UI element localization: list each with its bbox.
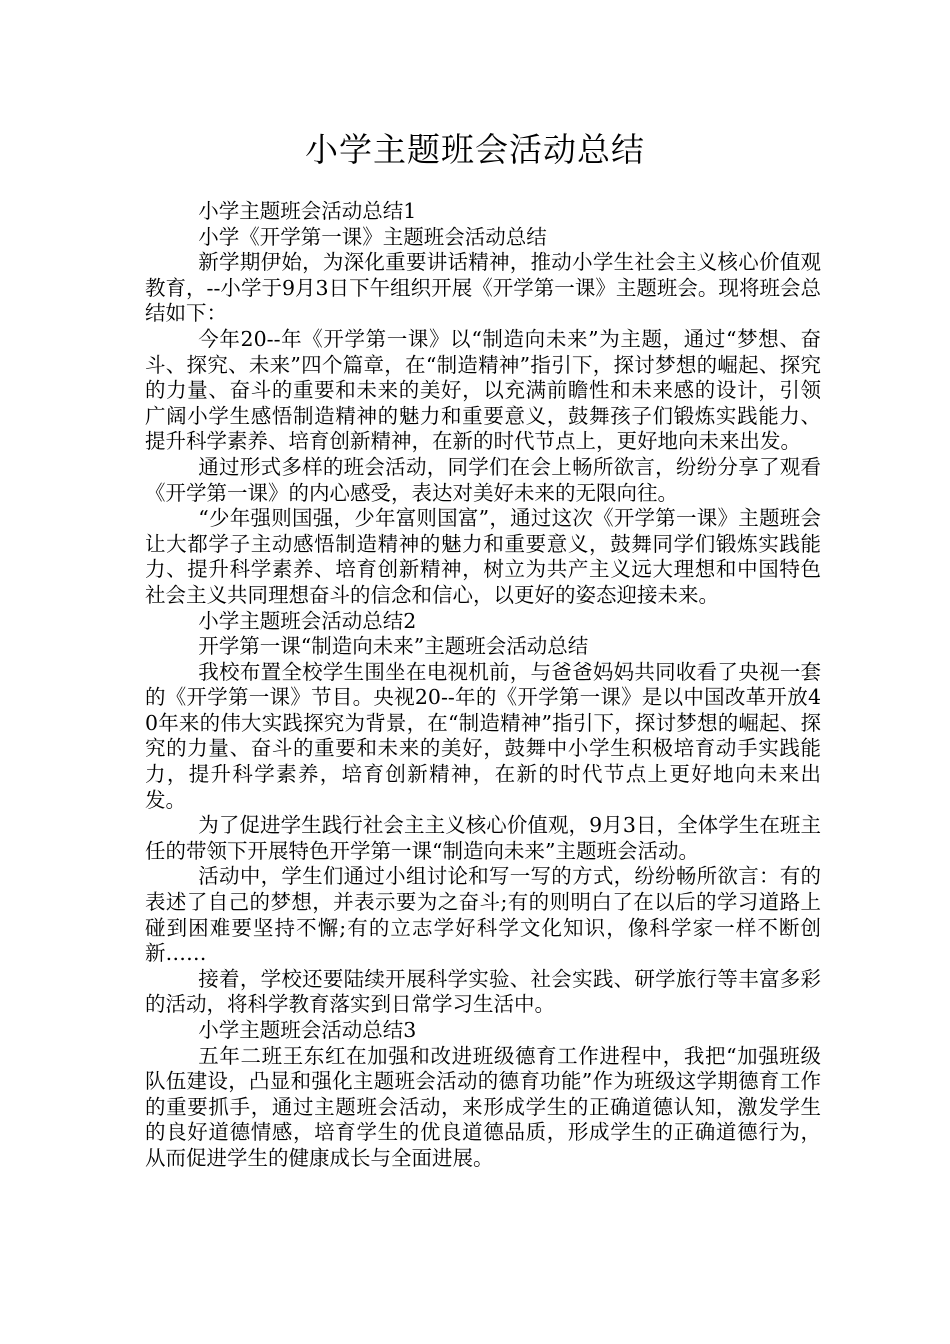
paragraph-heading-3: 小学主题班会活动总结3 [198,1018,417,1042]
paragraph: 我校布置全校学生围坐在电视机前，与爸爸妈妈共同收看了央视一套的《开学第一课》节目。央视20--年的《开学第一课》是以中国改革开放40年来的伟大实践探究为背景，在“制造精神”指引下，探讨梦想的崛起、探究的力量、奋斗的重要和未来的美好，鼓舞中小学生积极培育动手实践能力，提升科学素养，培育创新精神，在新的时代节点上更好地向未来出发。 [145,659,821,812]
paragraph: 通过形式多样的班会活动，同学们在会上畅所欲言，纷纷分享了观看《开学第一课》的内心感受，表达对美好未来的无限向往。 [145,454,821,505]
document-title: 小学主题班会活动总结 [305,130,645,169]
document-body [145,199,821,1172]
paragraph-subheading-2: 开学第一课“制造向未来”主题班会活动总结 [198,634,589,659]
paragraph-heading-2: 小学主题班会活动总结2 [198,608,417,633]
paragraph: 五年二班王东红在加强和改进班级德育工作进程中，我把“加强班级队伍建设，凸显和强化主题班会活动的德育功能”作为班级这学期德育工作的重要抓手，通过主题班会活动，来形成学生的正确道德认知，激发学生的良好道德情感，培育学生的优良道德品质，形成学生的正确道德行为，从而促进学生的健康成长与全面进展。 [145,1043,821,1170]
paragraph: 活动中，学生们通过小组讨论和写一写的方式，纷纷畅所欲言：有的表述了自己的梦想，并表示要为之奋斗;有的则明白了在以后的学习道路上碰到困难要坚持不懈;有的立志学好科学文化知识，像科学家一样不断创新…… [145,864,821,966]
paragraph: 新学期伊始，为深化重要讲话精神，推动小学生社会主义核心价值观教育，--小学于9月3日下午组织开展《开学第一课》主题班会。现将班会总结如下： [145,250,821,326]
paragraph: 接着，学校还要陆续开展科学实验、社会实践、研学旅行等丰富多彩的活动，将科学教育落实到日常学习生活中。 [145,966,821,1017]
paragraph: 今年20--年《开学第一课》以“制造向未来”为主题，通过“梦想、奋斗、探究、未来”四个篇章，在“制造精神”指引下，探讨梦想的崛起、探究的力量、奋斗的重要和未来的美好，以充满前瞻性和未来感的设计，引领广阔小学生感悟制造精神的魅力和重要意义，鼓舞孩子们锻炼实践能力、提升科学素养、培育创新精神，在新的时代节点上，更好地向未来出发。 [145,326,821,454]
paragraph: “少年强则国强，少年富则国富”，通过这次《开学第一课》主题班会让大都学子主动感悟制造精神的魅力和重要意义，鼓舞同学们锻炼实践能力、提升科学素养、培育创新精神，树立为共产主义远大理想和中国特色社会主义共同理想奋斗的信念和信心，以更好的姿态迎接未来。 [145,506,821,607]
paragraph-subheading-1: 小学《开学第一课》主题班会活动总结 [198,224,547,249]
paragraph: 为了促进学生践行社会主主义核心价值观，9月3日，全体学生在班主任的带领下开展特色开学第一课“制造向未来”主题班会活动。 [145,813,821,863]
paragraph-heading-1: 小学主题班会活动总结1 [198,199,417,223]
